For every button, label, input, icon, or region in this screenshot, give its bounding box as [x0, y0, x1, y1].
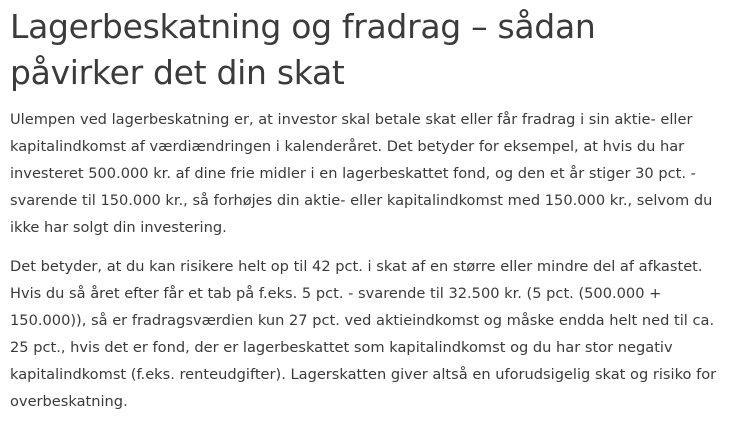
- article-title: Lagerbeskatning og fradrag – sådan påvirker det din skat: [10, 7, 596, 92]
- paragraph-1: Ulempen ved lagerbeskatning er, at investor skal betale skat eller får fradrag i sin aktie- eller kapitalindkomst af værdiændringen i kalenderåret. Det betyder for eksempel, at hvis du har investeret 500.000 kr. af dine frie midler i en lagerbeskattet fond, og den et år stiger 30 pct. - svarende til 150.000 kr., så forhøjes din aktie- eller kapitalindkomst med 150.000 kr., selvom du ikke har solgt din investering.: [10, 111, 713, 236]
- paragraph-2: Det betyder, at du kan risikere helt op til 42 pct. i skat af en større eller mindre del af afkastet. Hvis du så året efter får et tab på f.eks. 5 pct. - svarende til 32.500 kr. (5 pct. (500.000 + 150.000)), så er fradragsværdien kun 27 pct. ved aktieindkomst og måske endda helt ned til ca. 25 pct., hvis det er fond, der er lagerbeskattet som kapitalindkomst og du har stor negativ kapitalindkomst (f.eks. renteudgifter). Lagerskatten giver altså en uforudsigelig skat og risiko for overbeskatning.: [10, 258, 717, 410]
- article: [10, 4, 732, 415]
